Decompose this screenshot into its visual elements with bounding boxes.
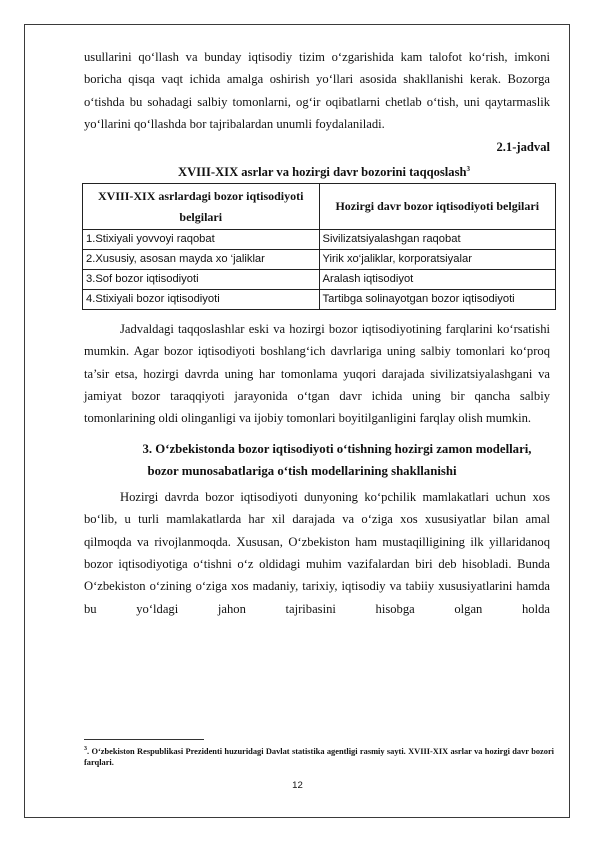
table-title <box>84 158 550 183</box>
table-row <box>83 249 556 269</box>
table-label: 2.1-jadval <box>496 139 550 154</box>
table-cell: 1.Stixiyali yovvoyi raqobat <box>83 229 320 249</box>
table-title-footnote-ref: 3 <box>466 164 471 173</box>
table-cell: 4.Stixiyali bozor iqtisodiyoti <box>83 289 320 309</box>
paragraph-after-table: Jadvaldagi taqqoslashlar eski va hozirgi bozor iqtisodiyotining farqlarini ko‘rsatishi mumkin. Agar bozor iqtisodiyoti boshlang‘ich davrlariga uning salbiy tomonlari ko‘proq ta’sir etsa, hozirgi davrda uning har tomonlama yuqori darajada sivilizatsiyalashgani va jamiyat bozor taraqqiyoti jarayonida o‘tgan davr ichida uning bir qancha salbiy tomonlarining oldi olinganligi va ijobiy tomonlari boyitilganligini farqlay olish mumkin. <box>84 321 550 426</box>
table-header-cell: Hozirgi davr bozor iqtisodiyoti belgilari <box>319 183 556 229</box>
table-cell: Aralash iqtisodiyot <box>319 269 556 289</box>
footnote-divider <box>84 739 204 740</box>
table-row <box>83 269 556 289</box>
table-cell: Yirik xo‘jaliklar, korporatsiyalar <box>319 249 556 269</box>
section-heading-line1: 3. O‘zbekistonda bozor iqtisodiyoti o‘tishning hozirgi zamon modellari, <box>142 441 532 456</box>
table-row <box>83 229 556 249</box>
section-heading <box>84 438 550 482</box>
paragraph-top: usullarini qo‘llash va bunday iqtisodiy tizim o‘zgarishida kam talofot ko‘rish, imkoni boricha qisqa vaqt ichida amalga oshirish yo‘llari asosida shakllanishi kerak. Bozorga o‘tishda bu sohadagi salbiy tomonlarni, og‘ir oqibatlarni chetlab o‘tish, uni qaytarmaslik yo‘llarini qo‘llashda bor tajribalardan unumli foydalaniladi. <box>84 50 550 132</box>
table-cell: 3.Sof bozor iqtisodiyoti <box>83 269 320 289</box>
page-content <box>84 46 550 620</box>
table-header-cell: XVIII-XIX asrlardagi bozor iqtisodiyoti belgilari <box>83 183 320 229</box>
table-cell: 2.Xususiy, asosan mayda xo ‘jaliklar <box>83 249 320 269</box>
table-row <box>83 289 556 309</box>
paragraph-last: Hozirgi davrda bozor iqtisodiyoti dunyoning ko‘pchilik mamlakatlari uchun xos bo‘lib, u turli mamlakatlarda har xil darajada va o‘ziga xos xususiyatlar bilan amal qilmoqda va rivojlanmoqda. Xususan, O‘zbekiston ham mustaqilligining ilk yillaridanoq bozor iqtisodiyotiga o‘tishni o‘z oldidagi muhim vazifalardan biri deb hisobladi. Bunda O‘zbekiston o‘zining o‘ziga xos madaniy, tarixiy, iqtisodiy va tabiiy xususiyatlarini hamda bu yo‘ldagi jahon tajribasini hisobga olgan holda <box>84 489 550 616</box>
footnote-marker: 3 <box>84 746 87 752</box>
page-number: 12 <box>292 780 303 791</box>
table-cell: Sivilizatsiyalashgan raqobat <box>319 229 556 249</box>
table-cell: Tartibga solinayotgan bozor iqtisodiyoti <box>319 289 556 309</box>
table-header-row <box>83 183 556 229</box>
footnote-text: . O‘zbekiston Respublikasi Prezidenti huzuridagi Davlat statistika agentligi rasmiy sayti. XVIII-XIX asrlar va hozirgi davr bozori farqlari. <box>84 746 554 767</box>
footnote <box>84 744 554 768</box>
spacer <box>84 310 550 318</box>
section-heading-line2: bozor munosabatlariga o‘tish modellarining shakllanishi <box>147 463 457 478</box>
comparison-table <box>82 183 556 310</box>
table-title-text: XVIII-XIX asrlar va hozirgi davr bozorini taqqoslash <box>177 164 467 179</box>
